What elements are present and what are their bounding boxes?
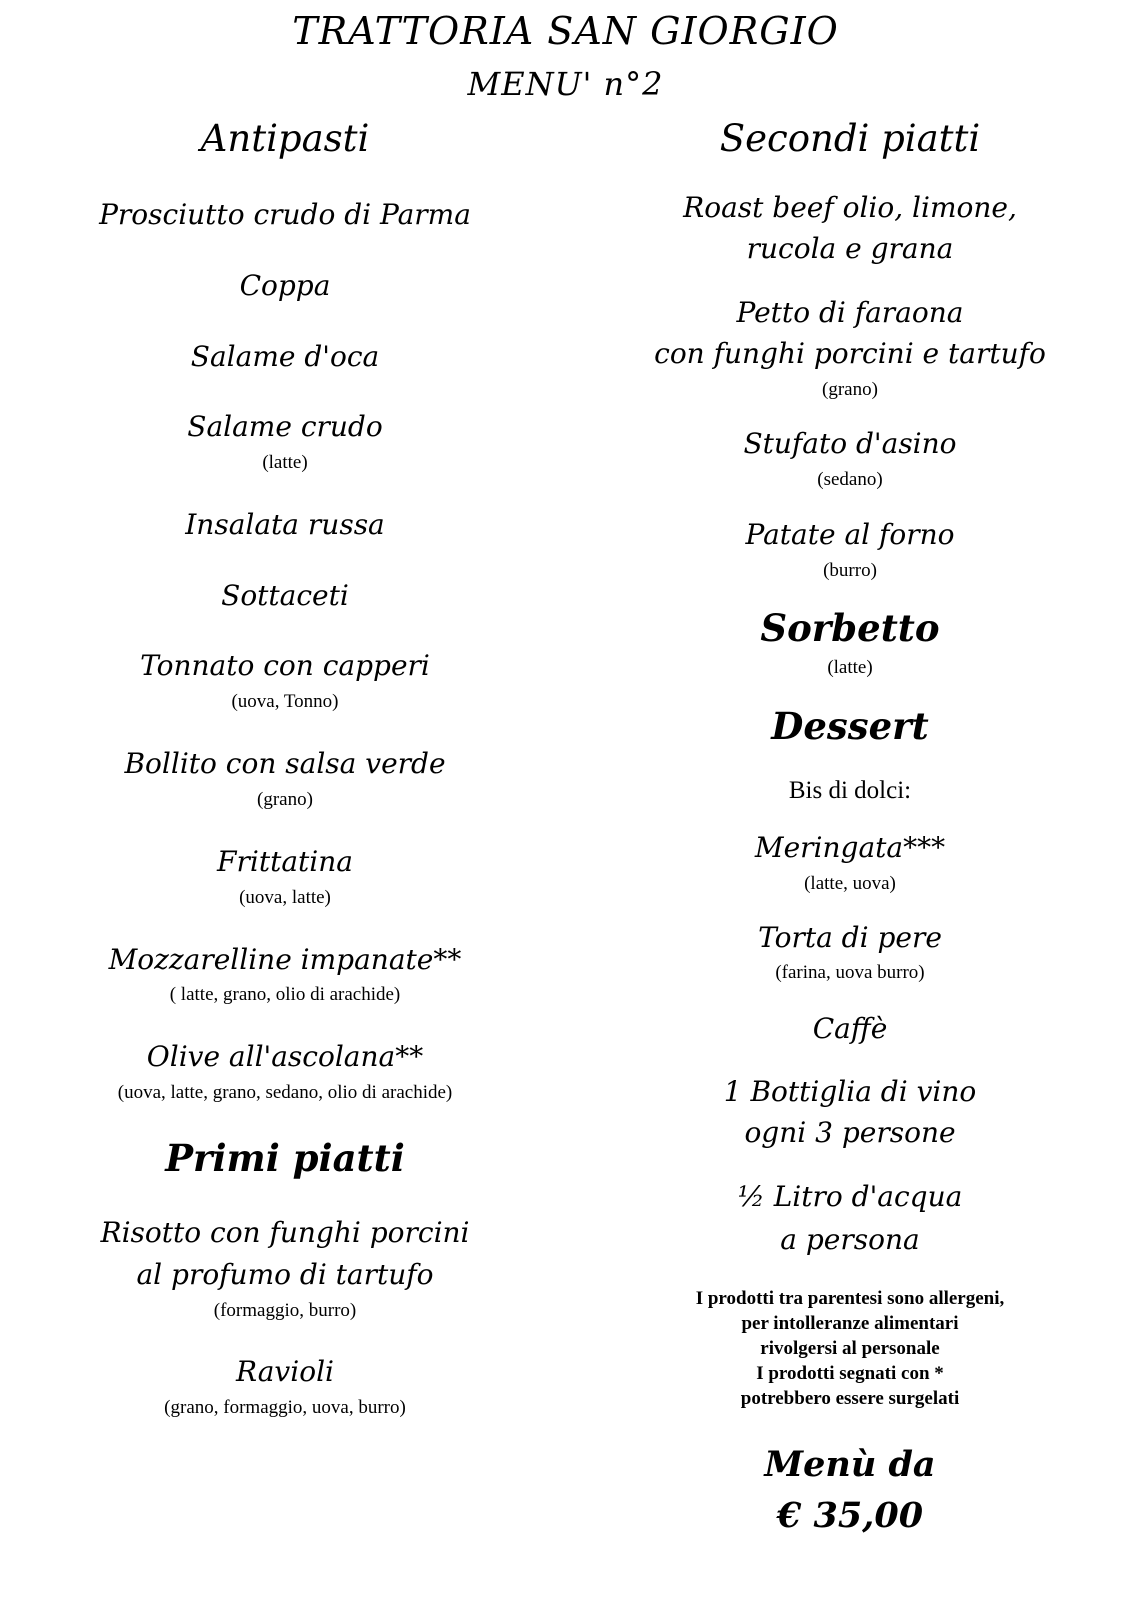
dish-name: Stufato d'asino — [743, 427, 957, 460]
water-line-continued: a persona — [780, 1223, 920, 1256]
disclaimer-line: I prodotti segnati con * — [756, 1363, 944, 1384]
dish-name: Risotto con funghi porcini — [100, 1216, 470, 1249]
dish-name: Coppa — [239, 269, 331, 302]
section-heading-antipasti: Antipasti — [200, 117, 370, 160]
wine-line: 1 Bottiglia di vino — [723, 1075, 977, 1108]
allergen-note: ( latte, grano, olio di arachide) — [169, 984, 401, 1005]
disclaimer-line: I prodotti tra parentesi sono allergeni, — [695, 1288, 1005, 1309]
dish-name-continued: con funghi porcini e tartufo — [654, 337, 1046, 370]
dish-name: Ravioli — [236, 1355, 334, 1388]
allergen-note: (farina, uova burro) — [775, 962, 925, 983]
dish-name: Mozzarelline impanate** — [108, 943, 462, 976]
allergen-note: (latte, uova) — [804, 873, 896, 894]
left-column — [70, 0, 500, 1600]
allergen-note: (uova, latte) — [239, 887, 331, 908]
dish-name: Insalata russa — [185, 508, 385, 541]
right-column — [630, 0, 1070, 1600]
dish-name: Bollito con salsa verde — [124, 747, 446, 780]
dish-name: Torta di pere — [758, 921, 942, 954]
dish-name-continued: al profumo di tartufo — [136, 1258, 434, 1291]
dish-name: Petto di faraona — [736, 296, 964, 329]
dish-name: Frittatina — [217, 845, 353, 878]
price-value: € 35,00 — [776, 1495, 924, 1536]
price-label: Menù da — [764, 1444, 936, 1485]
allergen-note: (grano) — [822, 379, 878, 400]
caffe-item: Caffè — [812, 1012, 888, 1045]
disclaimer-line: potrebbero essere surgelati — [740, 1388, 960, 1409]
section-heading-dessert: Dessert — [771, 704, 929, 748]
dish-name: Salame d'oca — [190, 340, 380, 373]
allergen-note: (uova, Tonno) — [231, 691, 339, 712]
menu-subtitle: MENU' n°2 — [467, 65, 664, 103]
allergen-note: (grano) — [257, 789, 313, 810]
dish-name-continued: rucola e grana — [746, 232, 954, 265]
wine-line-continued: ogni 3 persone — [744, 1116, 956, 1149]
disclaimer-line: per intolleranze alimentari — [741, 1313, 959, 1334]
dish-name: Olive all'ascolana** — [146, 1040, 424, 1073]
dish-name: Tonnato con capperi — [140, 649, 430, 682]
disclaimer-line: rivolgersi al personale — [760, 1338, 940, 1359]
dish-name: Salame crudo — [187, 410, 383, 443]
allergen-note: (latte) — [827, 657, 873, 678]
dish-name: Patate al forno — [745, 518, 955, 551]
allergen-note: (burro) — [823, 560, 877, 581]
allergen-note: (grano, formaggio, uova, burro) — [164, 1397, 406, 1418]
allergen-note: (formaggio, burro) — [213, 1300, 357, 1321]
section-heading-sorbetto: Sorbetto — [760, 606, 940, 650]
section-heading-secondi: Secondi piatti — [719, 117, 981, 160]
water-line: ½ Litro d'acqua — [737, 1180, 963, 1213]
allergen-note: (sedano) — [817, 469, 883, 490]
dish-name: Roast beef olio, limone, — [683, 191, 1017, 224]
dish-name: Meringata*** — [754, 831, 946, 864]
page-title: TRATTORIA SAN GIORGIO — [292, 9, 839, 53]
allergen-note: (latte) — [262, 452, 308, 473]
allergen-note: (uova, latte, grano, sedano, olio di arachide) — [117, 1082, 453, 1103]
dish-name: Prosciutto crudo di Parma — [99, 198, 471, 231]
section-heading-primi: Primi piatti — [165, 1136, 405, 1180]
dish-name: Sottaceti — [221, 579, 349, 612]
dessert-intro: Bis di dolci: — [788, 777, 912, 804]
